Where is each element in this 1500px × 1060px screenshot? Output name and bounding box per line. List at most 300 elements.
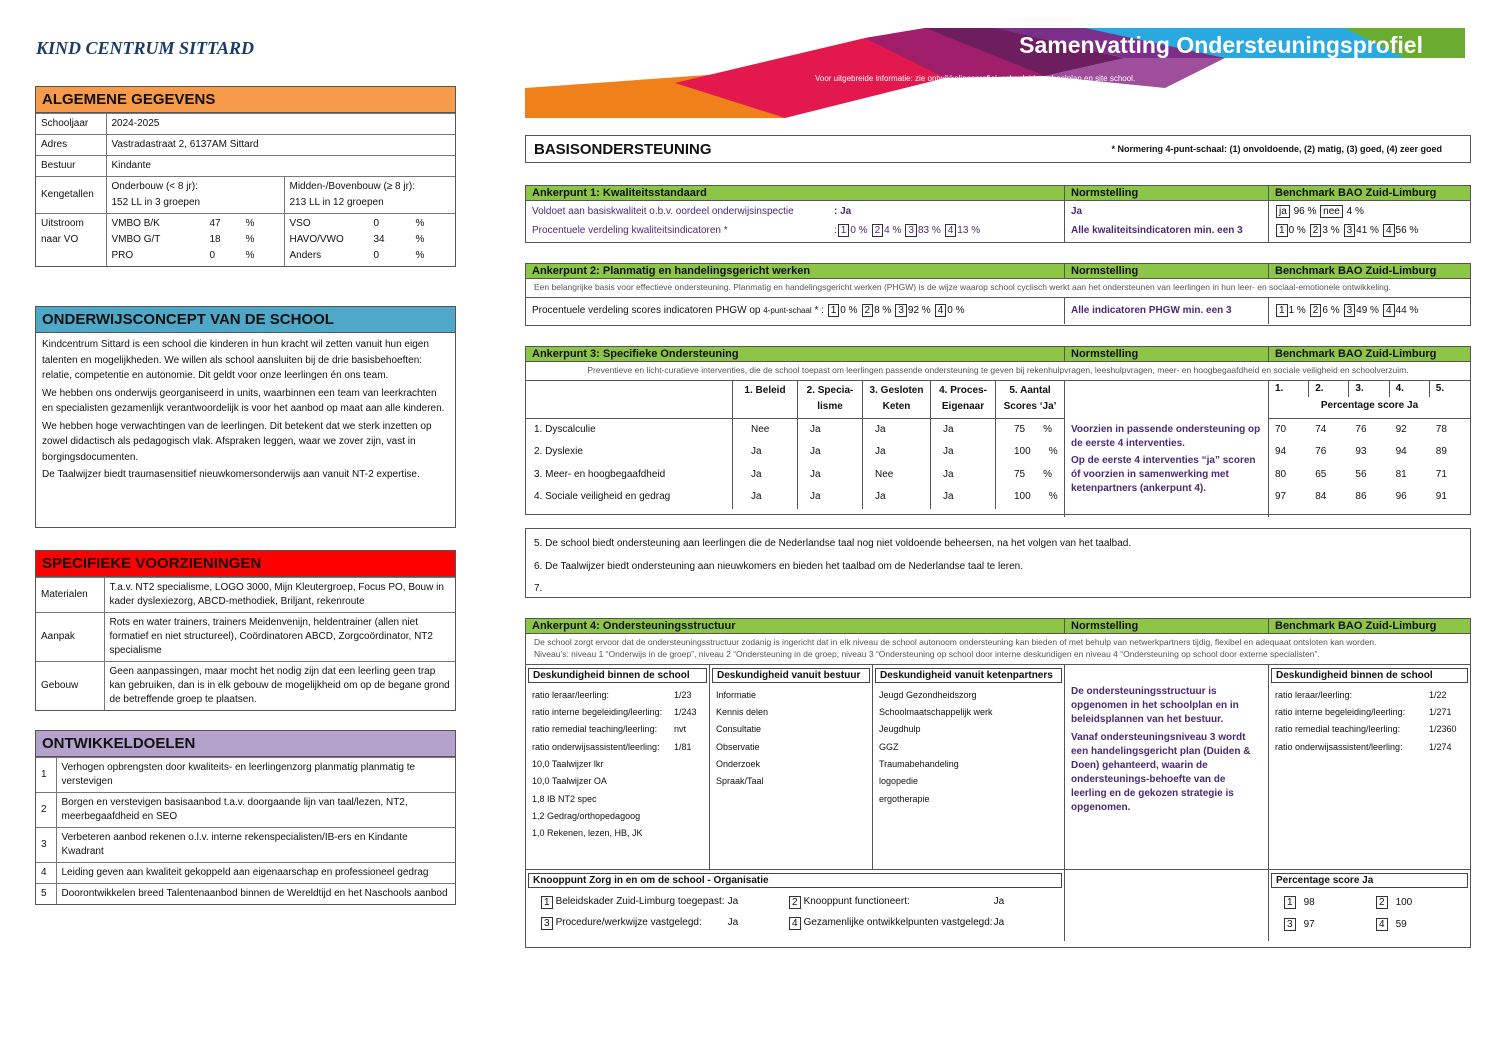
list-item xyxy=(1269,704,1470,721)
score-key: 2 xyxy=(862,304,874,317)
a1-bench-row2 xyxy=(1275,221,1464,240)
score-key: 4 xyxy=(1383,224,1395,237)
score-item: 1 0 % xyxy=(1275,225,1306,236)
item-value: 1/22 xyxy=(1429,689,1447,700)
score-value: 92 xyxy=(907,304,920,316)
a4-norm-1: De ondersteuningsstructuur is opgenomen in het schoolplan en in beleidsplannen van het bestuur. xyxy=(1071,685,1239,725)
item-label: ratio remedial teaching/leerling: xyxy=(1275,724,1401,735)
score-key: 3 xyxy=(895,304,907,317)
score-key: 4 xyxy=(945,224,957,237)
ontwikkeldoelen-header: ONTWIKKELDOELEN xyxy=(36,731,455,757)
uitstroom-unit: % xyxy=(245,250,255,261)
score-item: 3 41 % xyxy=(1343,225,1379,236)
list-item: Spraak/Taal xyxy=(716,776,764,787)
percentage-item xyxy=(1283,918,1375,931)
score-value: 1 xyxy=(1288,304,1295,316)
doel-number: 5 xyxy=(36,884,56,905)
list-item: Jeugd Gezondheidszorg xyxy=(879,689,977,700)
voorziening-text: Geen aanpassingen, maar mocht het nodig zijn dat een leerling geen trap kan gebruiken, dan is in elk gebouw de mogelijkheid om op de begane grond de betreffende groep te plaatsen. xyxy=(104,662,455,711)
voorziening-row xyxy=(36,578,455,613)
bench-row xyxy=(1269,464,1470,487)
score-item: 2 4 % xyxy=(871,225,902,236)
voorziening-label: Gebouw xyxy=(36,662,104,711)
doel-row xyxy=(36,793,455,828)
a1-row1-norm: Ja xyxy=(1071,206,1083,217)
bench-value: 56 xyxy=(1355,468,1367,480)
a1-row2-values: : 1 0 % 2 4 % 3 83 % 4 13 % xyxy=(834,225,981,236)
item-label: 1,0 Rekenen, lezen, HB, JK xyxy=(532,828,643,839)
score-item: 3 83 % xyxy=(904,225,940,236)
score-value: 3 xyxy=(1322,225,1328,236)
list-item xyxy=(1269,687,1470,704)
school-title: KIND CENTRUM SITTARD xyxy=(36,38,255,58)
list-item xyxy=(526,739,709,756)
bench-value: 84 xyxy=(1315,491,1327,503)
score-key: 3 xyxy=(1344,224,1356,237)
doel-text: Verbeteren aanbod rekenen o.l.v. interne rekenspecialisten/IB-ers en Kindante Kwadrant xyxy=(56,828,455,863)
score-item: 1 0 % xyxy=(827,305,858,316)
doel-number: 2 xyxy=(36,793,56,828)
uitstroom-unit: % xyxy=(245,234,255,245)
ankerpunt-1-section xyxy=(525,185,1471,243)
specifiek-row xyxy=(526,419,1064,442)
knooppunt-zorg: Knooppunt Zorg in en om de school - Organisatie 1 Beleidskader Zuid-Limburg toegepast: Ja 2 Knooppunt functioneert: Ja 3 Procedure/werkwijze vastgelegd: Ja 4 Gezamenlijke ontwikkelpunten vastgelegd: Ja xyxy=(526,870,1065,941)
list-item xyxy=(526,825,709,842)
voorziening-row xyxy=(36,662,455,711)
a1-row1-label: Voldoet aan basiskwaliteit o.b.v. oordeel onderwijsinspectie xyxy=(532,206,794,217)
label-kengetallen: Kengetallen xyxy=(36,177,106,214)
percentage-score: Percentage score Ja 1 98 2 100 3 97 4 59 xyxy=(1269,870,1470,941)
label-uitstroom: Uitstroom naar VO xyxy=(36,214,106,267)
doel-number: 1 xyxy=(36,758,56,793)
col-beleid: 1. Beleid xyxy=(733,381,798,418)
specifiek-name: 2. Dyslexie xyxy=(526,441,733,464)
score-item: 1 0 % xyxy=(837,225,868,236)
concept-paragraph: De Taalwijzer biedt traumasensitief nieuwkomersonderwijs aan vanuit NT-2 expertise. xyxy=(42,469,420,480)
score-key: 4 xyxy=(1383,304,1395,317)
specifiek-row xyxy=(526,464,1064,487)
item-label: ratio remedial teaching/leerling: xyxy=(532,724,658,735)
percentage-key: 4 xyxy=(1376,918,1388,931)
doel-number: 4 xyxy=(36,863,56,884)
bench-value: 80 xyxy=(1275,468,1287,480)
specifiek-value: Ja xyxy=(798,464,863,487)
list-item xyxy=(526,687,709,704)
doel-text: Doorontwikkelen breed Talentenaanbod binnen de Wereldtijd en het Naschools aanbod xyxy=(56,884,455,905)
a3-norm-2: Op de eerste 4 interventies “ja” scoren óf voorzien in samenwerking met ketenpartners (ankerpunt 4). xyxy=(1071,454,1256,494)
item-label: 1,2 Gedrag/orthopedagoog xyxy=(532,810,641,821)
extra-item: 6. De Taalwijzer biedt ondersteuning aan nieuwkomers en bieden het taalbad om de Nederlandse taal te leren. xyxy=(534,560,1024,572)
header-banner xyxy=(525,28,1465,118)
basisondersteuning-bar xyxy=(525,135,1471,163)
specifiek-value: Ja xyxy=(798,486,863,509)
voorzieningen-section xyxy=(35,550,456,711)
specifiek-score: 75 % xyxy=(996,419,1064,442)
bench-value: 71 xyxy=(1435,468,1447,480)
score-item: 3 92 % xyxy=(894,305,930,316)
item-label: ratio interne begeleiding/leerling: xyxy=(532,707,663,718)
benchmark-deskundigheid: Deskundigheid binnen de school ratio leraar/leerling: 1/22 ratio interne begeleiding/leerling: 1/271 ratio remedial teaching/leerling: 1/2360 ratio onderwijsassistent/leerling: 1/274 xyxy=(1269,665,1470,869)
bench-value: 94 xyxy=(1395,446,1407,458)
doel-row xyxy=(36,884,455,905)
knooppunt-item xyxy=(540,917,788,930)
score-key: 3 xyxy=(905,224,917,237)
ankerpunt-2-header: Ankerpunt 2: Planmatig en handelingsgericht werken xyxy=(526,264,1065,278)
score-item: 4 44 % xyxy=(1382,305,1418,316)
knooppunt-key: 3 xyxy=(541,917,553,930)
ankerpunt-4-section xyxy=(525,618,1471,948)
uitstroom-value: 34 xyxy=(373,234,385,245)
value-schooljaar: 2024-2025 xyxy=(106,114,455,135)
normering-note: * Normering 4-punt-schaal: (1) onvoldoende, (2) matig, (3) goed, (4) zeer goed xyxy=(1111,144,1442,154)
normstelling-header: Normstelling xyxy=(1065,264,1269,278)
knooppunt-label: Procedure/werkwijze vastgelegd: xyxy=(555,916,702,928)
bench-value: 65 xyxy=(1315,468,1327,480)
percentage-value: 97 xyxy=(1303,918,1315,930)
a3-bench-subheader: Percentage score Ja xyxy=(1320,399,1419,411)
specifiek-value: Ja xyxy=(931,464,996,487)
score-value: 0 xyxy=(947,304,953,316)
specifiek-value: Ja xyxy=(733,441,798,464)
a3-note: Preventieve en licht-curatieve interventies, die de school toepast om leerlingen passende ondersteuning te geven bij rekenhulpvragen, leeshulpvragen, meer- en hoogbegaafdheid en sociale veiligheid en schoolverzuim. xyxy=(526,362,1470,381)
score-item: 3 49 % xyxy=(1343,305,1379,316)
extra-item: 5. De school biedt ondersteuning aan leerlingen die de Nederlandse taal nog niet voldoende beheersen, na het volgen van het taalbad. xyxy=(534,538,1132,549)
knooppunt-item xyxy=(788,917,1050,930)
knooppunt-value: Ja xyxy=(993,916,1005,928)
uitstroom-unit: % xyxy=(245,218,255,229)
bench-value: 86 xyxy=(1355,491,1367,503)
specifiek-value: Nee xyxy=(863,464,931,487)
bench-row xyxy=(1269,486,1470,509)
item-value: 1/274 xyxy=(1429,741,1452,752)
percentage-value: 59 xyxy=(1395,918,1407,930)
item-value: 1/271 xyxy=(1429,707,1452,718)
list-item xyxy=(526,721,709,738)
percentage-item xyxy=(1283,896,1375,909)
doel-row xyxy=(36,863,455,884)
specifiek-value: Ja xyxy=(931,486,996,509)
specifiek-score: 100 % xyxy=(996,441,1064,464)
a2-norm: Alle indicatoren PHGW min. een 3 xyxy=(1065,298,1269,324)
list-item xyxy=(526,756,709,773)
banner-title: Samenvatting Ondersteuningsprofiel xyxy=(1019,32,1423,58)
bench-col-header: 2. xyxy=(1309,381,1349,397)
col-proceseigenaar: 4. Proces- Eigenaar xyxy=(931,381,996,418)
ankerpunt-3-extra xyxy=(525,528,1471,598)
specifiek-score: 75 % xyxy=(996,464,1064,487)
specifiek-name: 3. Meer- en hoogbegaafdheid xyxy=(526,464,733,487)
concept-paragraph: We hebben ons onderwijs georganiseerd in units, waarbinnen een team van leerkrachten en specialisten gezamenlijk verantwoordelijk is voor het aanbod op maat aan alle kinderen. xyxy=(42,387,445,414)
col-specialisme: 2. Specia- lisme xyxy=(798,381,863,418)
score-item: 4 13 % xyxy=(944,225,980,236)
col-aantal-ja: 5. Aantal Scores ‘Ja’ xyxy=(1003,384,1057,412)
benchmark-header: Benchmark BAO Zuid-Limburg xyxy=(1275,265,1437,277)
ankerpunt-4-header: Ankerpunt 4: Ondersteuningsstructuur xyxy=(526,619,1065,633)
concept-paragraph: Kindcentrum Sittard is een school die kinderen in hun kracht wil zetten vanuit hun eigen talenten en mogelijkheden. We willen als school aansluiten bij de drie basisbehoeften: relatie, competentie en autonomie. Dit geldt voor onze leerlingen én ons team. xyxy=(42,339,429,381)
item-label: ratio onderwijsassistent/leerling: xyxy=(532,741,660,752)
uitstroom-unit: % xyxy=(415,218,425,229)
benchmark-header: Benchmark BAO Zuid-Limburg xyxy=(1275,620,1437,632)
uitstroom-name: VSO xyxy=(289,218,311,229)
specifiek-row xyxy=(526,486,1064,509)
item-label: 1,8 IB NT2 spec xyxy=(532,793,597,804)
uitstroom-name: PRO xyxy=(111,250,134,261)
score-value: 75 xyxy=(1014,468,1026,480)
list-item xyxy=(526,773,709,790)
bench-value: 78 xyxy=(1435,423,1447,435)
deskundigheid-school: Deskundigheid binnen de school ratio leraar/leerling: 1/23 ratio interne begeleiding/leerling: 1/243 ratio remedial teaching/leerling: nvt ratio onderwijsassistent/leerling: 1/81 10,0 Taalwijzer lkr 10,0 Taalwijzer OA 1,8 IB NT2 spec 1,2 Gedrag/orthopedagoog 1,0 Rekenen, lezen, HB, JK xyxy=(526,665,710,869)
score-item: 4 0 % xyxy=(934,305,965,316)
percentage-item xyxy=(1375,896,1456,909)
score-value: 44 xyxy=(1395,304,1407,316)
score-value: 56 xyxy=(1395,225,1407,236)
percentage-key: 2 xyxy=(1376,896,1388,909)
list-item xyxy=(526,791,709,808)
list-item: logopedie xyxy=(879,776,919,787)
item-label: ratio leraar/leerling: xyxy=(1275,689,1353,700)
uitstroom-name: VMBO B/K xyxy=(111,218,160,229)
knooppunt-item xyxy=(788,896,1050,909)
score-value: 8 xyxy=(874,304,880,316)
a2-row: Procentuele verdeling scores indicatoren PHGW op 4-punt-schaal * : 1 0 % 2 8 % 3 92 % 4 0 % xyxy=(526,298,1065,324)
item-label: ratio onderwijsassistent/leerling: xyxy=(1275,741,1403,752)
score-value: 100 xyxy=(1014,446,1031,458)
uitstroom-name: Anders xyxy=(289,250,322,261)
item-value: 1/23 xyxy=(674,689,692,700)
score-item: 4 56 % xyxy=(1382,225,1418,236)
uitstroom-value: 0 xyxy=(373,218,380,229)
item-value: 1/81 xyxy=(674,741,692,752)
uitstroom-unit: % xyxy=(415,250,425,261)
bench-value: 76 xyxy=(1355,423,1367,435)
voorziening-text: Rots en water trainers, trainers Meidenvenijn, heldentrainer (allen niet formatief en niet structureel), Coördinatoren ABCD, Zorgcoördinator, NT2 specialisme xyxy=(104,613,455,662)
a2-bench xyxy=(1269,298,1470,324)
benchmark-header: Benchmark BAO Zuid-Limburg xyxy=(1275,348,1437,360)
bench-value: 81 xyxy=(1395,468,1407,480)
item-value: 1/243 xyxy=(674,707,697,718)
knooppunt-value: Ja xyxy=(727,895,739,907)
list-item xyxy=(1269,739,1470,756)
uitstroom-left xyxy=(106,214,284,267)
voorziening-label: Aanpak xyxy=(36,613,104,662)
concept-paragraph: We hebben hoge verwachtingen van de leerlingen. Dit betekent dat we sterk inzetten op zowel didactisch als pedagogisch vlak. Afspraken leggen, waar we zover zijn, vast in borgingsdocumenten. xyxy=(42,420,432,463)
bench-col-header: 3. xyxy=(1349,381,1389,397)
specifiek-value: Ja xyxy=(733,464,798,487)
uitstroom-name: VMBO G/T xyxy=(111,234,161,245)
score-item: 2 6 % xyxy=(1309,305,1340,316)
score-key: 1 xyxy=(838,224,850,237)
specifiek-name: 4. Sociale veiligheid en gedrag xyxy=(526,486,733,509)
doel-text: Borgen en verstevigen basisaanbod t.a.v. doorgaande lijn van taal/lezen, NT2, meerbegaafdheid en SEO xyxy=(56,793,455,828)
list-item: Consultatie xyxy=(716,724,762,735)
label-adres: Adres xyxy=(36,135,106,156)
specifiek-value: Ja xyxy=(733,486,798,509)
score-key: 4 xyxy=(935,304,947,317)
list-item: Jeugdhulp xyxy=(879,724,921,735)
doel-row xyxy=(36,758,455,793)
ankerpunt-2-section xyxy=(525,263,1471,326)
item-label: ratio interne begeleiding/leerling: xyxy=(1275,707,1406,718)
item-label: ratio leraar/leerling: xyxy=(532,689,610,700)
uitstroom-right xyxy=(284,214,455,267)
percentage-value: 98 xyxy=(1303,896,1315,908)
normstelling-header: Normstelling xyxy=(1065,347,1269,361)
a4-note: De school zorgt ervoor dat de ondersteuningsstructuur zodanig is ingericht dat in elk niveau de school autonoom ondersteuning kan bieden of met behulp van netwerkpartners tijdig, flexibel en adequaat ontsloten kan worden. Niveau’s: niveau 1 “Onderwijs in de groep”, niveau 2 “Ondersteuning in de groep, niveau 3 “Ondersteuning op school door interne deskundigen en niveau 4 “Ondersteuning op school door externe specialisten”. xyxy=(526,634,1470,665)
a1-row2-norm: Alle kwaliteitsindicatoren min. een 3 xyxy=(1071,225,1243,236)
extra-item: 7. xyxy=(534,583,543,594)
item-value: nvt xyxy=(674,724,687,735)
specifiek-row xyxy=(526,441,1064,464)
percentage-item xyxy=(1375,918,1456,931)
normstelling-header: Normstelling xyxy=(1065,186,1269,200)
voorziening-row xyxy=(36,613,455,662)
list-item: Traumabehandeling xyxy=(879,758,959,769)
midden-label: Midden-/Bovenbouw (≥ 8 jr): xyxy=(289,181,416,192)
percentage-key: 3 xyxy=(1284,918,1296,931)
score-key: 2 xyxy=(1310,224,1322,237)
list-item: Onderzoek xyxy=(716,758,761,769)
score-key: 1 xyxy=(1276,224,1288,237)
bench-value: 92 xyxy=(1395,423,1407,435)
uitstroom-name: HAVO/VWO xyxy=(289,234,344,245)
specifiek-value: Ja xyxy=(798,419,863,442)
percentage-value: 100 xyxy=(1395,896,1413,908)
list-item: GGZ xyxy=(879,741,899,752)
specifiek-value: Ja xyxy=(931,441,996,464)
specifiek-value: Ja xyxy=(863,486,931,509)
a1-row1-value: : Ja xyxy=(834,206,852,217)
onderwijsconcept-header: ONDERWIJSCONCEPT VAN DE SCHOOL xyxy=(36,307,455,333)
specifiek-value: Ja xyxy=(931,419,996,442)
score-key: 1 xyxy=(828,304,840,317)
doel-text: Verhogen opbrengsten door kwaliteits- en leerlingenzorg planmatig planmatig te verstevigen xyxy=(56,758,455,793)
uitstroom-value: 18 xyxy=(209,234,221,245)
onderbouw-cell xyxy=(106,177,284,214)
item-value: 1/2360 xyxy=(1429,724,1457,735)
list-item xyxy=(526,704,709,721)
bench-value: 89 xyxy=(1435,446,1447,458)
knooppunt-label: Knooppunt functioneert: xyxy=(803,895,910,907)
doel-number: 3 xyxy=(36,828,56,863)
doel-text: Leiding geven aan kwaliteit gekoppeld aan eigenaarschap en professioneel gedrag xyxy=(56,863,455,884)
score-value: 83 xyxy=(917,225,930,236)
doel-row xyxy=(36,828,455,863)
deskundigheid-bestuur: Deskundigheid vanuit bestuur Informatie Kennis delen Consultatie Observatie Onderzoek Spraak/Taal xyxy=(710,665,873,869)
benchmark-header: Benchmark BAO Zuid-Limburg xyxy=(1275,187,1437,199)
list-item xyxy=(1269,721,1470,738)
voorziening-text: T.a.v. NT2 specialisme, LOGO 3000, Mijn Kleutergroep, Focus PO, Bouw in kader dyslexiezorg, ABCD-methodiek, Briljant, rekenroute xyxy=(104,578,455,613)
score-key: 2 xyxy=(872,224,884,237)
bench-value: 97 xyxy=(1275,491,1287,503)
uitstroom-value: 47 xyxy=(209,218,221,229)
item-label: 10,0 Taalwijzer OA xyxy=(532,776,607,787)
score-value: 6 xyxy=(1322,304,1328,316)
specifiek-value: Nee xyxy=(733,419,798,442)
basisondersteuning-title: BASISONDERSTEUNING xyxy=(534,140,712,158)
score-value: 13 xyxy=(957,225,969,236)
list-item xyxy=(526,808,709,825)
knooppunt-key: 4 xyxy=(789,917,801,930)
bench-value: 76 xyxy=(1315,446,1327,458)
specifiek-value: Ja xyxy=(863,441,931,464)
knooppunt-key: 1 xyxy=(541,896,553,909)
score-value: 0 xyxy=(1288,225,1295,236)
knooppunt-label: Gezamenlijke ontwikkelpunten vastgelegd: xyxy=(803,916,993,928)
score-item: 2 3 % xyxy=(1309,225,1340,236)
knooppunt-item xyxy=(540,896,788,909)
onderbouw-label: Onderbouw (< 8 jr): xyxy=(111,181,198,192)
percentage-key: 1 xyxy=(1284,896,1296,909)
banner-subtitle: Voor uitgebreide informatie: zie ontwikkelingsprofiel, schoolgids, schoolplan en site school. xyxy=(815,74,1136,83)
bench-value: 94 xyxy=(1275,446,1287,458)
score-key: 1 xyxy=(1276,304,1288,317)
bench-value: 74 xyxy=(1315,423,1327,435)
item-label: 10,0 Taalwijzer lkr xyxy=(532,758,604,769)
a3-norm-1: Voorzien in passende ondersteuning op de eerste 4 interventies. xyxy=(1071,423,1261,449)
score-value: 49 xyxy=(1356,304,1368,316)
midden-value: 213 LL in 12 groepen xyxy=(289,197,384,208)
ontwikkeldoelen-section xyxy=(35,730,456,905)
knooppunt-value: Ja xyxy=(993,895,1005,907)
score-value: 41 xyxy=(1356,225,1368,236)
specifiek-name: 1. Dyscalculie xyxy=(526,419,733,442)
a2-note: Een belangrijke basis voor effectieve ondersteuning. Planmatig en handelingsgericht werken (PHGW) is de wijze waarop school cyclisch werkt aan het ondersteunen van leerlingen in hun leer- en sociaal-emotionele ontwikkeling. xyxy=(526,279,1470,298)
list-item: Observatie xyxy=(716,741,760,752)
specifiek-value: Ja xyxy=(798,441,863,464)
onderbouw-value: 152 LL in 3 groepen xyxy=(111,197,201,208)
list-item: ergotherapie xyxy=(879,793,930,804)
bench-value: 70 xyxy=(1275,423,1287,435)
bench-row xyxy=(1269,441,1470,464)
score-item: 1 1 % xyxy=(1275,305,1306,316)
bench-col-header: 5. xyxy=(1435,382,1445,394)
uitstroom-value: 0 xyxy=(373,250,380,261)
a1-row2-label: Procentuele verdeling kwaliteitsindicatoren * xyxy=(532,225,728,236)
score-value: 75 xyxy=(1014,423,1026,435)
value-bestuur: Kindante xyxy=(106,156,455,177)
specifiek-score: 100 % xyxy=(996,486,1064,509)
bench-col-header: 4. xyxy=(1390,381,1430,397)
midden-cell xyxy=(284,177,455,214)
score-item: 2 8 % xyxy=(861,305,892,316)
score-value: 100 xyxy=(1014,491,1031,503)
knooppunt-key: 2 xyxy=(789,896,801,909)
onderwijsconcept-section xyxy=(35,306,456,528)
voorzieningen-header: SPECIFIEKE VOORZIENINGEN xyxy=(36,551,455,577)
specifiek-value: Ja xyxy=(863,419,931,442)
deskundigheid-ketenpartners: Deskundigheid vanuit ketenpartners Jeugd Gezondheidszorg Schoolmaatschappelijk werk Jeugdhulp GGZ Traumabehandeling logopedie ergotherapie xyxy=(873,665,1065,869)
bench-value: 93 xyxy=(1355,446,1367,458)
bench-value: 96 xyxy=(1395,491,1407,503)
list-item: Kennis delen xyxy=(716,707,769,718)
bench-row xyxy=(1269,419,1470,442)
score-key: 2 xyxy=(1310,304,1322,317)
a4-norm-2: Vanaf ondersteuningsniveau 3 wordt een handelingsgericht plan (Duiden & Doen) gehanteerd, waarin de ondersteunings-behoefte van de leerling en de gekozen strategie is opgenomen. xyxy=(1071,731,1251,813)
algemene-gegevens-header: ALGEMENE GEGEVENS xyxy=(36,87,455,113)
bench-col-header: 1. xyxy=(1269,381,1309,397)
list-item: Schoolmaatschappelijk werk xyxy=(879,707,993,718)
col-gesloten-keten: 3. Gesloten Keten xyxy=(863,381,931,418)
score-value: 4 xyxy=(884,225,890,236)
label-schooljaar: Schooljaar xyxy=(36,114,106,135)
normstelling-header: Normstelling xyxy=(1065,619,1269,633)
label-bestuur: Bestuur xyxy=(36,156,106,177)
knooppunt-value: Ja xyxy=(727,916,739,928)
uitstroom-value: 0 xyxy=(209,250,216,261)
score-value: 0 xyxy=(850,225,856,236)
bench-value: 91 xyxy=(1435,491,1447,503)
voorziening-label: Materialen xyxy=(36,578,104,613)
